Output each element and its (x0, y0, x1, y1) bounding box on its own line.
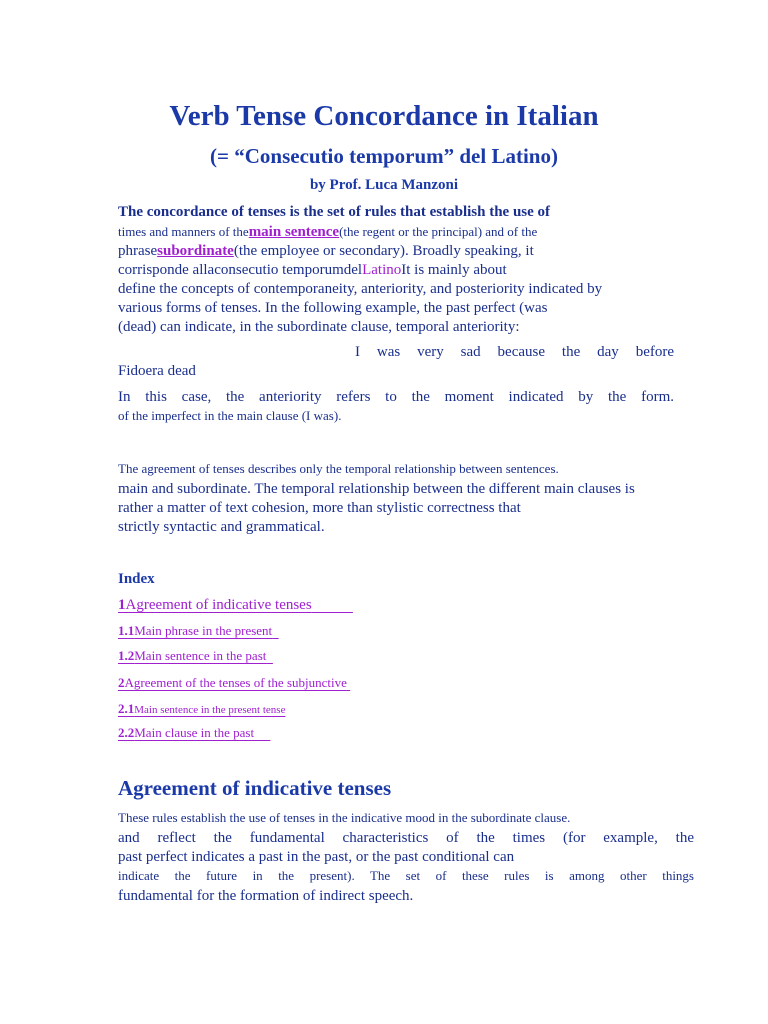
case-line-1: In this case, the anteriority refers to the moment indicated by the form. (118, 389, 674, 405)
example-line-1: I was very sad because the day before (355, 344, 674, 360)
example-line-2: Fidoera dead (118, 363, 196, 379)
section-1-paragraph (118, 810, 694, 907)
section-1-line-1: These rules establish the use of tenses in the indicative mood in the subordinate clause. (118, 810, 571, 825)
intro-line-5: define the concepts of contemporaneity, anteriority, and posteriority indicated by (118, 281, 603, 297)
intro-line-2: times and manners of themain sentence(the regent or the principal) and of the (118, 224, 538, 240)
section-heading-indicative: Agreement of indicative tenses (118, 776, 392, 800)
agreement-paragraph (118, 461, 698, 538)
intro-line-1: The concordance of tenses is the set of rules that establish the use of (118, 204, 551, 220)
page-title: Verb Tense Concordance in Italian (169, 100, 599, 132)
agreement-line-2: main and subordinate. The temporal relationship between the different main clauses is (118, 481, 635, 497)
index-item-1[interactable]: 1Agreement of indicative tenses (118, 597, 312, 613)
example-sentence (118, 344, 674, 382)
index-list (118, 571, 674, 749)
section-1-line-2: and reflect the fundamental characteristics of the times (for example, the (118, 830, 694, 846)
intro-line-7: (dead) can indicate, in the subordinate clause, temporal anteriority: (118, 319, 520, 335)
section-1-line-5: fundamental for the formation of indirect speech. (118, 888, 414, 904)
index-item-2[interactable]: 2Agreement of the tenses of the subjunctive (118, 675, 347, 690)
case-line-2: of the imperfect in the main clause (I was). (118, 408, 342, 423)
main-sentence-link[interactable]: main sentence (248, 224, 340, 240)
index-item-1-1[interactable]: 1.1Main phrase in the present (118, 623, 273, 638)
agreement-line-3: rather a matter of text cohesion, more than stylistic correctness that (118, 500, 521, 516)
agreement-line-4: strictly syntactic and grammatical. (118, 519, 325, 535)
intro-paragraph (118, 204, 674, 338)
intro-line-3: phrasesubordinate(the employee or secondary). Broadly speaking, it (118, 243, 534, 259)
section-1-line-3: past perfect indicates a past in the past, or the past conditional can (118, 849, 515, 865)
index-item-2-1[interactable]: 2.1Main sentence in the present tense (118, 701, 286, 716)
latino-term: Latino (362, 262, 402, 278)
case-paragraph (118, 389, 674, 427)
intro-line-6: various forms of tenses. In the following example, the past perfect (was (118, 300, 548, 316)
index-heading: Index (118, 571, 155, 587)
agreement-line-1: The agreement of tenses describes only the temporal relationship between sentences. (118, 461, 559, 476)
page-subtitle: (= “Consecutio temporum” del Latino) (210, 144, 558, 168)
author-byline: by Prof. Luca Manzoni (309, 177, 459, 193)
index-item-2-2[interactable]: 2.2Main clause in the past (118, 725, 255, 740)
index-item-1-2[interactable]: 1.2Main sentence in the past (118, 648, 267, 663)
section-1-line-4: indicate the future in the present). The set of these rules is among other things (118, 868, 694, 883)
intro-line-4: corrisponde allaconsecutio temporumdelLatinoIt is mainly about (118, 262, 507, 278)
subordinate-link[interactable]: subordinate (157, 243, 234, 259)
